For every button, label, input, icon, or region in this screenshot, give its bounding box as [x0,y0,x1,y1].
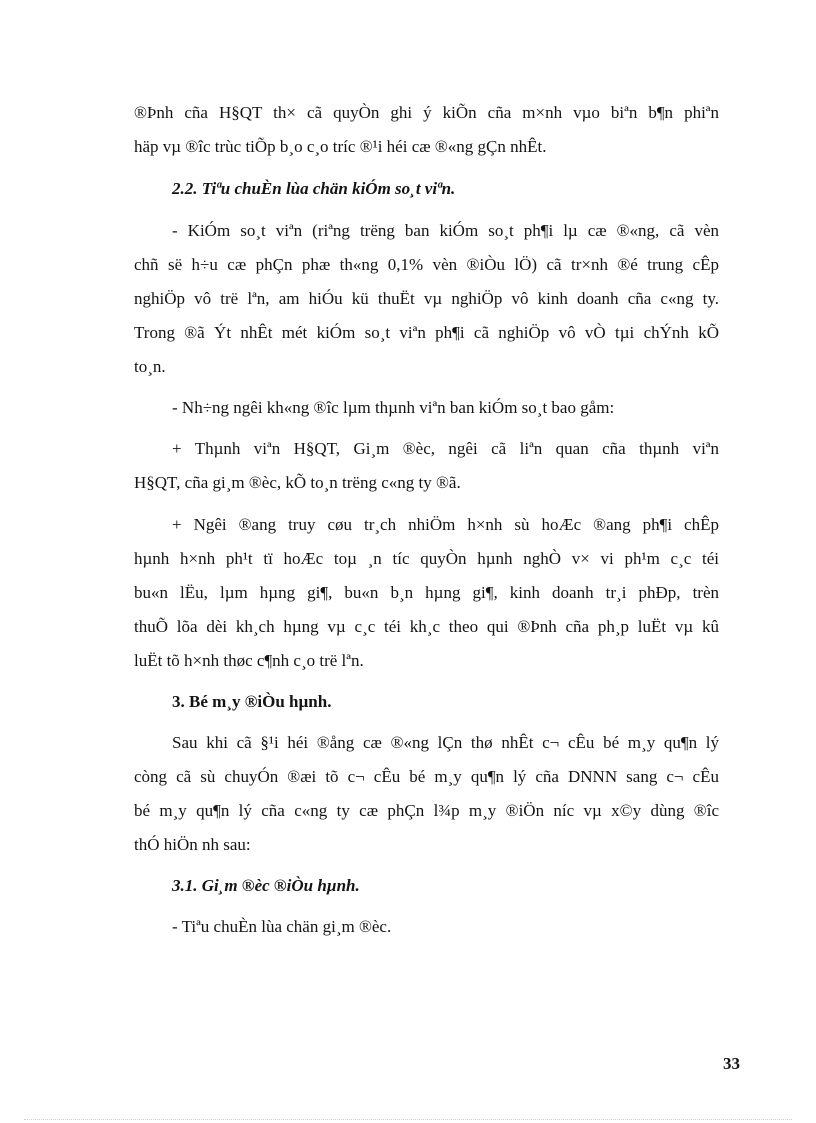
body-text-line: luËt tõ h×nh thøc c¶nh c¸o trë lªn. [134,651,364,670]
section-heading-3: 3. Bé m¸y ®iÒu hµnh. [172,692,332,711]
body-text-line: + Thµnh viªn H§QT, Gi¸m ®èc, ngêi cã liªn quan cña thµnh viªn [172,439,719,458]
body-text-line: H§QT, cña gi¸m ®èc, kÕ to¸n trëng c«ng ty ®ã. [134,473,461,492]
body-text-line: Trong ®ã Ýt nhÊt mét kiÓm so¸t viªn ph¶i cã nghiÖp vô vÒ tµi chÝnh kÕ [134,323,719,342]
body-text-line: - KiÓm so¸t viªn (riªng trëng ban kiÓm so¸t ph¶i lµ cæ ®«ng, cã vèn [172,221,719,240]
section-heading-3-1: 3.1. Gi¸m ®èc ®iÒu hµnh. [172,876,360,895]
body-text-line: to¸n. [134,357,166,376]
body-text-line: Sau khi cã §¹i héi ®ång cæ ®«ng lÇn thø nhÊt c¬ cÊu bé m¸y qu¶n lý [172,733,719,752]
body-text-line: còng cã sù chuyÓn ®æi tõ c¬ cÊu bé m¸y qu¶n lý cña DNNN sang c¬ cÊu [134,767,719,786]
body-text-line: häp vµ ®îc trùc tiÕp b¸o c¸o tríc ®¹i héi cæ ®«ng gÇn nhÊt. [134,137,547,156]
body-text-line: bu«n lËu, lµm hµng gi¶, bu«n b¸n hµng gi¶, kinh doanh tr¸i phÐp, trèn [134,583,719,602]
section-heading-2-2: 2.2. Tiªu chuÈn lùa chän kiÓm so¸t viªn. [172,179,456,198]
page-number: 33 [723,1054,740,1073]
body-text-line: - Tiªu chuÈn lùa chän gi¸m ®èc. [172,917,392,936]
body-text-line: bé m¸y qu¶n lý cña c«ng ty cæ phÇn l¾p m¸y ®iÖn níc vµ x©y dùng ®îc [134,801,719,820]
body-text-line: + Ngêi ®ang truy cøu tr¸ch nhiÖm h×nh sù hoÆc ®ang ph¶i chÊp [172,515,719,534]
body-text-line: - Nh÷ng ngêi kh«ng ®îc lµm thµnh viªn ban kiÓm so¸t bao gåm: [172,398,615,417]
footer-divider [24,1119,792,1120]
body-text-line: chñ së h÷u cæ phÇn phæ th«ng 0,1% vèn ®iÒu lÖ) cã tr×nh ®é trung cÊp [134,255,719,274]
body-text-line: hµnh h×nh ph¹t tï hoÆc toµ ¸n tíc quyÒn hµnh nghÒ v× vi ph¹m c¸c téi [134,549,719,568]
body-text-line: thÓ hiÖn nh sau: [134,835,251,854]
body-text-line: ®Þnh cña H§QT th× cã quyÒn ghi ý kiÕn cña m×nh vµo biªn b¶n phiªn [134,103,719,122]
body-text-line: thuÕ lõa dèi kh¸ch hµng vµ c¸c téi kh¸c theo qui ®Þnh cña ph¸p luËt vµ kû [134,617,719,636]
body-text-line: nghiÖp vô trë lªn, am hiÓu kü thuËt vµ nghiÖp vô kinh doanh cña c«ng ty. [134,289,719,308]
